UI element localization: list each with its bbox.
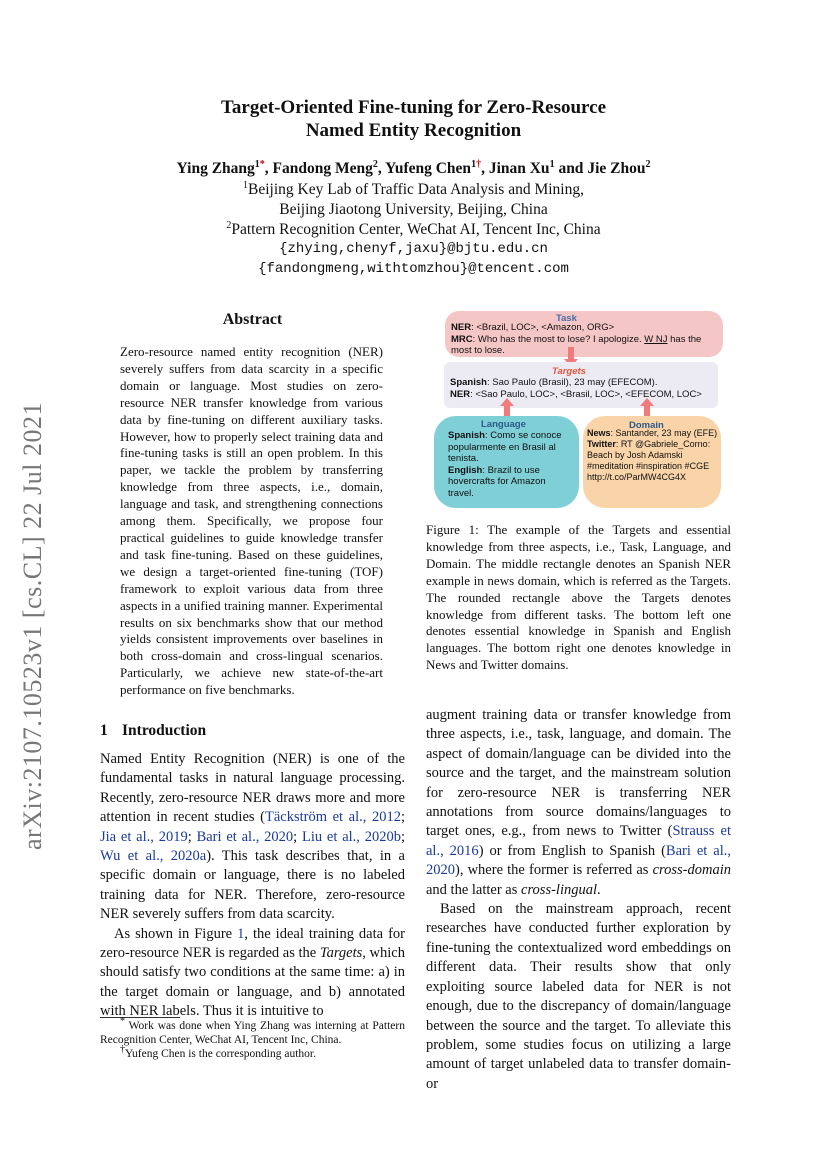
section-heading: 1 Introduction	[100, 722, 207, 739]
intro-paragraph-1: Named Entity Recognition (NER) is one of the fundamental tasks in natural language processing. Recently, zero-resource NER draws more and more attention in recent studies (Täckström et al., 2012; Jia et al., 2019; Bari et al., 2020; Liu et al., 2020b; Wu et al., 2020a). This task describes that, in a specific domain or language, there is no labeled training data for NER. Therefore, zero-resource NER severely suffers from data scarcity.	[100, 751, 406, 923]
task-label: Task	[556, 313, 577, 324]
language-text: Spanish: Como se conoce popularmente en Brasil al tenista. English: Brazil to use hovercrafts for Amazon travel.	[448, 430, 562, 499]
author-name: Jinan Xu	[488, 160, 550, 177]
abstract-body: Zero-resource named entity recognition (NER) severely suffers from data scarcity in a specific domain or language. Most studies on zero-resource NER transfer knowledge from various data by fine-tuning on different auxiliary tasks. However, how to properly select training data and fine-tuning tasks is still an open problem. In this paper, we tackle the problem by transferring knowledge from three aspects, i.e., domain, language and task, and strengthening connections among them. Specifically, we propose four practical guidelines to guide knowledge transfer and task fine-tuning. Based on these guidelines, we design a target-oriented fine-tuning (TOF) framework to exploit various data from three aspects in a unified training manner. Experimental results on six benchmarks show that our method yields consistent improvements over baselines in both cross-domain and cross-lingual scenarios. Particularly, we achieve new state-of-the-art performance on five benchmarks.	[120, 344, 383, 698]
author-sup: 1†	[471, 158, 482, 170]
domain-text: News: Santander, 23 may (EFE) Twitter: RT @Gabriele_Corno: Beach by Josh Adamski #meditation #inspiration #CGE http://t.co/ParMW4CG4X	[587, 428, 718, 482]
col2-paragraph-2: Based on the mainstream approach, recent researches have conducted further exploration by fine-tuning the contextualized word embeddings on different data. Their results show that only exploiting source labeled data for NER is not enough, due to the discrepancy of domain/language between the source and the target. To alleviate this problem, some studies focus on utilizing a large amount of target unlabeled data to transfer domain- or	[426, 901, 731, 1092]
author-sup: 1*	[254, 158, 265, 170]
title-line-1: Target-Oriented Fine-tuning for Zero-Resource	[220, 97, 607, 118]
footnote-rule	[100, 1017, 180, 1018]
abstract-heading: Abstract	[222, 311, 283, 328]
author-sup: 2	[372, 158, 378, 170]
email-2[interactable]: {fandongmeng,withtomzhou}@tencent.com	[258, 261, 569, 277]
task-box	[445, 311, 723, 357]
arxiv-stamp-text: arXiv:2107.10523v1 [cs.CL] 22 Jul 2021	[18, 402, 47, 850]
citation-link[interactable]: Täckström et al., 2012	[264, 809, 401, 826]
targets-label: Targets	[552, 366, 586, 377]
intro-column-1	[100, 750, 405, 1022]
footnotes	[100, 1016, 405, 1061]
author-list: Ying Zhang$^{1*}$, Fandong Meng$^2$, Yufeng Chen$^{1\dagger}$, Jinan Xu$^1$ and Jie Zhou$^2$	[176, 158, 651, 177]
figure-ref-link[interactable]: 1	[237, 925, 245, 942]
citation-link[interactable]: Wu et al., 2020a	[100, 848, 207, 865]
author-name: Fandong Meng	[272, 160, 373, 177]
intro-column-2	[426, 706, 731, 1094]
domain-label: Domain	[629, 420, 664, 431]
language-label: Language	[481, 419, 526, 430]
citation-link[interactable]: Strauss et al., 2016	[426, 823, 731, 859]
targets-text: Spanish: Sao Paulo (Brasil), 23 may (EFECOM). NER: <Sao Paulo, LOC>, <Brasil, LOC>, <EFECOM, LOC>	[450, 377, 702, 400]
affiliation-1: $^1$Beijing Key Lab of Traffic Data Analysis and Mining,	[243, 179, 584, 198]
arrow-task-to-targets	[568, 347, 574, 360]
language-box	[434, 416, 579, 508]
citation-link[interactable]: Jia et al., 2019	[100, 828, 188, 845]
title-line-2: Named Entity Recognition	[305, 120, 522, 141]
author-name: Ying Zhang	[176, 160, 255, 177]
intro-paragraph-2: As shown in Figure 1, the ideal training data for zero-resource NER is regarded as the Targets, which should satisfy two conditions at the same time: a) in the target domain or language, and b) annotated with NER labels. Thus it is intuitive to	[100, 925, 405, 1020]
domain-box	[583, 416, 721, 508]
arxiv-stamp	[18, 380, 58, 860]
figure-1-caption: Figure 1: The example of the Targets and essential knowledge from three aspects, i.e., Task, Language, and Domain. The middle rectangle denotes an Spanish NER example in news domain, which is referred as the Targets. The rounded rectangle above the Targets denotes knowledge from different tasks. The bottom left one denotes essential knowledge in Spanish and English languages. The bottom right one denotes knowledge in News and Twitter domains.	[426, 522, 731, 673]
author-name: Jie Zhou	[587, 160, 646, 177]
footnote-2: †Yufeng Chen is the corresponding author.	[120, 1044, 316, 1060]
footnote-1: * Work was done when Ying Zhang was interning at Pattern Recognition Center, WeChat AI, Tencent Inc, China.	[100, 1016, 405, 1046]
col2-paragraph-1: augment training data or transfer knowledge from three aspects, i.e., task, language, and domain. The aspect of domain/language can be divided into the source and the target, and the mainstream solution for zero-resource NER is transferring NER annotations from source domains/languages to target ones, e.g., from news to Twitter (Strauss et al., 2016) or from English to Spanish (Bari et al., 2020), where the former is referred as cross-domain and the latter as cross-lingual.	[426, 707, 731, 898]
task-text: NER: <Brazil, LOC>, <Amazon, ORG> MRC: Who has the most to lose? I apologize. W NJ has the most to lose.	[451, 322, 702, 356]
author-sup: 1	[549, 158, 555, 170]
email-1[interactable]: {zhying,chenyf,jaxu}@bjtu.edu.cn	[279, 241, 548, 257]
author-name: Yufeng Chen	[385, 160, 472, 177]
paper-title	[0, 96, 827, 142]
citation-link[interactable]: Liu et al., 2020b	[301, 828, 401, 845]
citation-link[interactable]: Bari et al., 2020	[196, 828, 294, 845]
targets-box	[444, 362, 718, 408]
author-sup: 2	[645, 158, 651, 170]
affiliation-2: $^2$Pattern Recognition Center, WeChat AI, Tencent Inc, China	[226, 219, 601, 238]
citation-link[interactable]: Bari et al., 2020	[426, 842, 731, 879]
affiliation-1-cont: Beijing Jiaotong University, Beijing, China	[279, 201, 548, 218]
